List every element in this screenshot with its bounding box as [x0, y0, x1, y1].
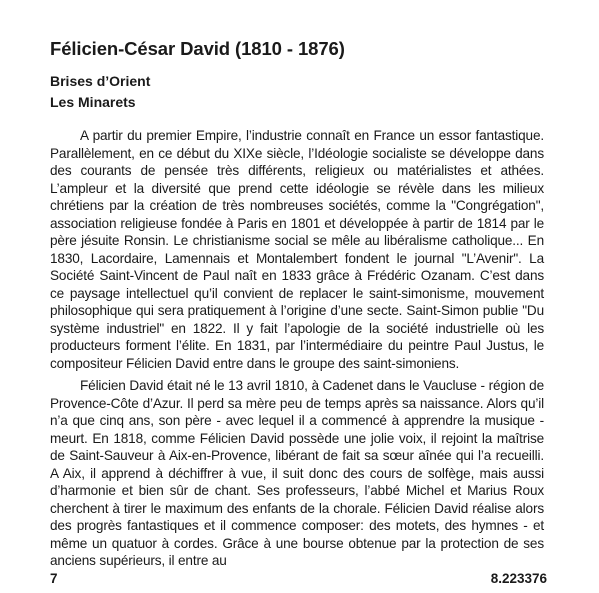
- catalog-number: 8.223376: [490, 571, 547, 586]
- page-title: Félicien-César David (1810 - 1876): [50, 38, 345, 59]
- paragraph-2: Félicien David était né le 13 avril 1810, à Cadenet dans le Vaucluse - région de Provence-Côte d’Azur. Il perd sa mère peu de temps après sa naissance. Alors qu’il n’a que cinq ans, son père - avec lequel il a commencé à apprendre la musique - meurt. En 1818, comme Félicien David possède une jolie voix, il rejoint la maîtrise de Saint-Sauveur à Aix-en-Provence, libérant de fait sa sœur aînée qui l’a recueilli. A Aix, il apprend à déchiffrer à vue, il suit donc des cours de solfège, mais aussi d’harmonie et bien sûr de chant. Ses professeurs, l’abbé Michel et Marius Roux cherchent à tirer le maximum des enfants de la chorale. Félicien David réalise alors des progrès fantastiques et il commence composer: des motets, des hymnes - et même un quatuor à cordes. Grâce à une bourse obtenue par la protection de ses anciens supérieurs, il entre au: [50, 378, 544, 568]
- body-text: [50, 127, 544, 570]
- page-number: 7: [50, 571, 58, 586]
- work-title-les-minarets: Les Minarets: [50, 94, 136, 110]
- work-title-brises-d-orient: Brises d’Orient: [50, 73, 151, 89]
- paragraph-1: A partir du premier Empire, l’industrie connaît en France un essor fantastique. Parallèlement, en ce début du XIXe siècle, l’Idéologie socialiste se développe dans des courants de pensée très différents, religieux ou matérialistes et athées. L’ampleur et la diversité que prend cette idéologie se révèle dans les milieux chrétiens par la création de très nombreuses sociétés, comme la "Congrégation", association religieuse fondée à Paris en 1801 et développée à partir de 1814 par le père jésuite Ronsin. Le christianisme social se mêle au libéralisme catholique... En 1830, Lacordaire, Lamennais et Montalembert fondent le journal "L’Avenir". La Société Saint-Vincent de Paul naît en 1833 grâce à Frédéric Ozanam. C’est dans ce paysage intellectuel qu’il convient de replacer le saint-simonisme, mouvement philosophique qui sera pratiquement à l’origine d’une secte. Saint-Simon publie "Du système industriel" en 1822. Il y fait l’apologie de la société industrielle où les producteurs forment l’élite. En 1831, par l’intermédiaire du peintre Paul Justus, le compositeur Félicien David entre dans le groupe des saint-simoniens.: [50, 128, 544, 371]
